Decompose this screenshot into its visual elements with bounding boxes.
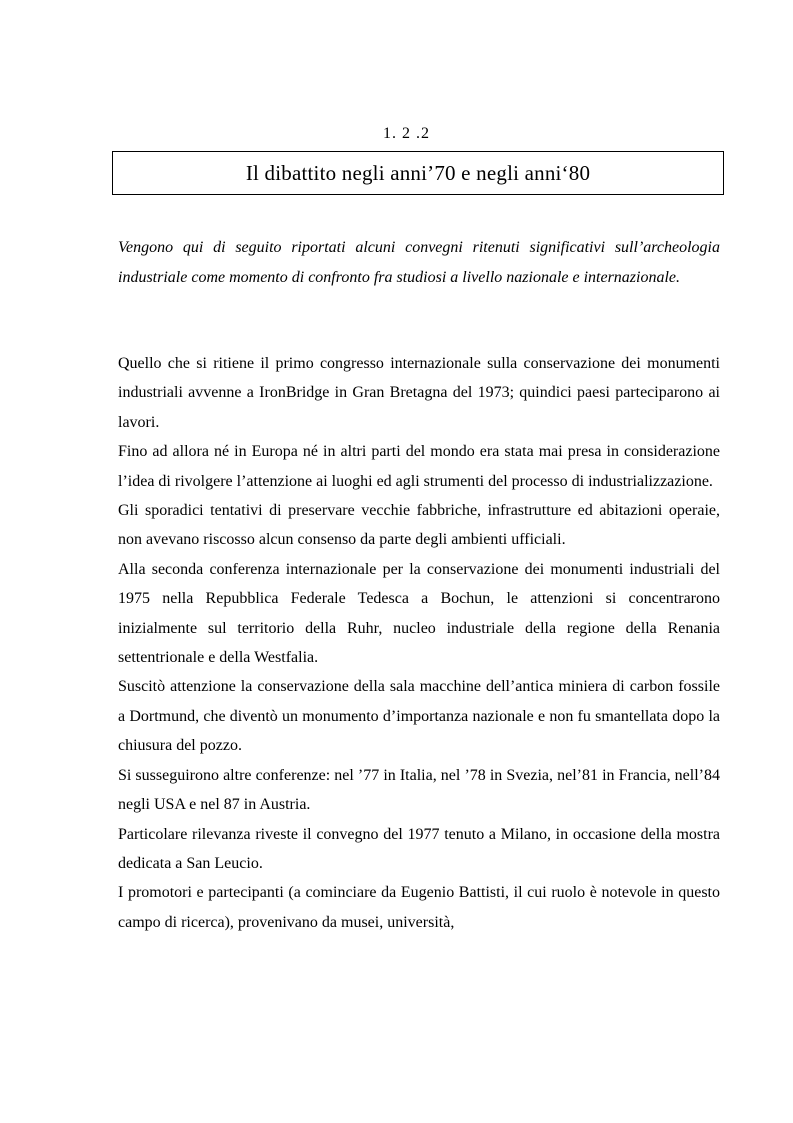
paragraph: Si susseguirono altre conferenze: nel ’77 in Italia, nel ’78 in Svezia, nel’81 in Francia, nell’84 negli USA e nel 87 in Austria. bbox=[118, 766, 720, 814]
paragraph: Gli sporadici tentativi di preservare vecchie fabbriche, infrastrutture ed abitazioni operaie, non avevano riscosso alcun consenso da parte degli ambienti ufficiali. bbox=[118, 502, 720, 549]
paragraph: Fino ad allora né in Europa né in altri parti del mondo era stata mai presa in considerazione l’idea di rivolgere l’attenzione ai luoghi ed agli strumenti del processo di industrializzazione. bbox=[118, 443, 720, 490]
paragraph: Suscitò attenzione la conservazione della sala macchine dell’antica miniera di carbon fossile a Dortmund, che diventò un monumento d’importanza nazionale e non fu smantellata dopo la chiusura del pozzo. bbox=[118, 678, 720, 755]
paragraph: Particolare rilevanza riveste il convegno del 1977 tenuto a Milano, in occasione della mostra dedicata a San Leucio. bbox=[118, 825, 720, 872]
intro-paragraph: Vengono qui di seguito riportati alcuni convegni ritenuti significativi sull’archeologia industriale come momento di confronto fra studiosi a livello nazionale e internazionale. bbox=[118, 239, 720, 286]
section-title-box bbox=[112, 151, 724, 195]
section-title: Il dibattito negli anni’70 e negli anni‘80 bbox=[245, 160, 591, 185]
paragraph: I promotori e partecipanti (a cominciare da Eugenio Battisti, il cui ruolo è notevole in questo campo di ricerca), provenivano da musei, università, bbox=[118, 884, 720, 931]
paragraph: Quello che si ritiene il primo congresso internazionale sulla conservazione dei monumenti industriali avvenne a IronBridge in Gran Bretagna del 1973; quindici paesi parteciparono ai lavori. bbox=[118, 355, 720, 431]
body-text bbox=[118, 349, 720, 937]
paragraph: Alla seconda conferenza internazionale per la conservazione dei monumenti industriali del 1975 nella Repubblica Federale Tedesca a Bochun, le attenzioni si concentrarono inizialmente sul territorio della Ruhr, nucleo industriale della regione della Renania settentrionale e della Westfalia. bbox=[118, 560, 720, 667]
section-number: 1. 2 .2 bbox=[383, 125, 430, 142]
